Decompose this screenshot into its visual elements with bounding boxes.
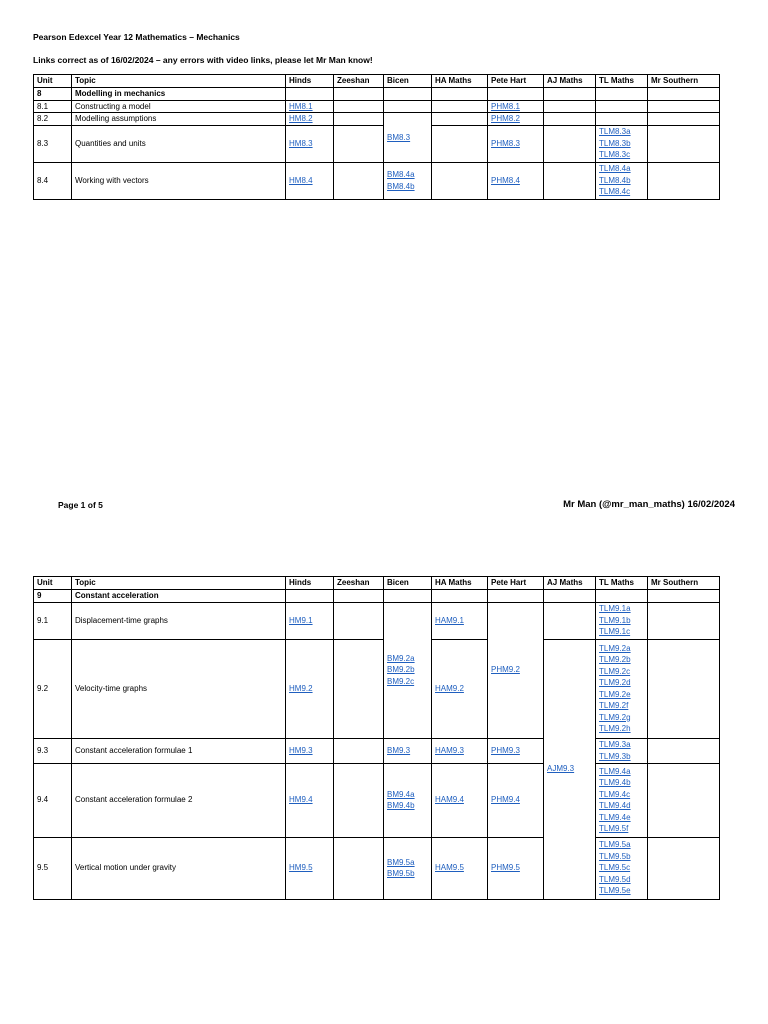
- video-link[interactable]: PHM9.2: [491, 665, 520, 675]
- row-topic: Displacement-time graphs: [72, 602, 286, 639]
- table-row: [34, 639, 720, 738]
- header-hinds: Hinds: [286, 75, 334, 88]
- header-ha-maths: HA Maths: [432, 75, 488, 88]
- header-unit: Unit: [34, 75, 72, 88]
- row-topic: Constant acceleration formulae 1: [72, 738, 286, 763]
- row-unit: 8.3: [34, 125, 72, 162]
- unit-9-table: [33, 576, 720, 900]
- document-title: Pearson Edexcel Year 12 Mathematics – Mechanics: [33, 32, 240, 42]
- video-link[interactable]: TLM9.1a: [599, 604, 631, 614]
- section-unit: 9: [34, 590, 72, 603]
- video-link[interactable]: BM8.4a: [387, 170, 415, 179]
- video-link[interactable]: PHM8.3: [491, 138, 520, 148]
- video-link[interactable]: TLM9.2a: [599, 643, 631, 653]
- video-link[interactable]: BM9.2c: [387, 676, 415, 686]
- table-row: [34, 602, 720, 639]
- aj-merged-cell: [544, 639, 596, 899]
- header-aj-maths: AJ Maths: [544, 577, 596, 590]
- video-link[interactable]: TLM9.2b: [599, 655, 631, 664]
- video-link[interactable]: TLM9.3b: [599, 751, 631, 761]
- video-link[interactable]: BM9.2b: [387, 665, 415, 675]
- video-link[interactable]: TLM9.2f: [599, 701, 629, 710]
- video-link[interactable]: BM9.2a: [387, 653, 415, 663]
- section-unit: 8: [34, 88, 72, 101]
- table-row: [34, 837, 720, 899]
- row-unit: 9.2: [34, 639, 72, 738]
- header-aj-maths: AJ Maths: [544, 75, 596, 88]
- page-number: Page 1 of 5: [58, 500, 103, 510]
- row-unit: 8.1: [34, 100, 72, 113]
- pete-merged-cell: [488, 602, 544, 738]
- video-link[interactable]: TLM9.2g: [599, 712, 631, 722]
- video-link[interactable]: TLM9.2h: [599, 724, 631, 733]
- table-row: [34, 763, 720, 837]
- header-tl-maths: TL Maths: [596, 577, 648, 590]
- row-topic: Quantities and units: [72, 125, 286, 162]
- video-link[interactable]: HAM9.4: [435, 795, 464, 805]
- video-link[interactable]: BM9.4a: [387, 789, 415, 799]
- row-topic: Constructing a model: [72, 100, 286, 113]
- video-link[interactable]: TLM9.5e: [599, 886, 631, 896]
- video-link[interactable]: HM9.4: [289, 795, 313, 805]
- row-unit: 9.3: [34, 738, 72, 763]
- header-bicen: Bicen: [384, 75, 432, 88]
- video-link[interactable]: PHM9.3: [491, 745, 520, 755]
- video-link[interactable]: HAM9.2: [435, 683, 464, 693]
- video-link[interactable]: TLM8.4c: [599, 187, 631, 197]
- video-link[interactable]: BM9.5a: [387, 857, 415, 867]
- header-row: [34, 75, 720, 88]
- video-link[interactable]: TLM9.4d: [599, 801, 631, 810]
- video-link[interactable]: PHM8.1: [491, 101, 520, 111]
- video-link[interactable]: TLM9.4a: [599, 766, 631, 776]
- video-link[interactable]: TLM9.4e: [599, 812, 631, 822]
- video-link[interactable]: TLM9.4b: [599, 778, 631, 787]
- video-link[interactable]: HAM9.3: [435, 745, 464, 755]
- header-topic: Topic: [72, 75, 286, 88]
- video-link[interactable]: PHM9.5: [491, 863, 520, 873]
- header-unit: Unit: [34, 577, 72, 590]
- section-topic: Constant acceleration: [72, 590, 286, 603]
- unit-8-table: [33, 74, 720, 200]
- row-unit: 8.2: [34, 113, 72, 126]
- table-row: [34, 113, 720, 126]
- row-unit: 9.1: [34, 602, 72, 639]
- video-link[interactable]: TLM8.3c: [599, 150, 631, 160]
- video-link[interactable]: TLM9.2d: [599, 678, 631, 687]
- video-link[interactable]: HAM9.1: [435, 615, 464, 625]
- video-link[interactable]: TLM9.2e: [599, 689, 631, 699]
- video-link[interactable]: HM9.1: [289, 615, 313, 625]
- header-pete-hart: Pete Hart: [488, 75, 544, 88]
- section-row: [34, 590, 720, 603]
- video-link[interactable]: BM9.4b: [387, 801, 415, 810]
- video-link[interactable]: AJM9.3: [547, 764, 575, 774]
- video-link[interactable]: TLM8.3a: [599, 127, 631, 137]
- row-unit: 8.4: [34, 162, 72, 199]
- row-topic: Velocity-time graphs: [72, 639, 286, 738]
- video-link[interactable]: HM8.3: [289, 138, 313, 148]
- table-row: [34, 125, 720, 162]
- row-topic: Constant acceleration formulae 2: [72, 763, 286, 837]
- header-row: [34, 577, 720, 590]
- video-link[interactable]: TLM9.5b: [599, 851, 631, 861]
- video-link[interactable]: TLM9.4c: [599, 789, 631, 799]
- video-link[interactable]: TLM9.2c: [599, 666, 631, 676]
- video-link[interactable]: TLM9.5f: [599, 824, 629, 833]
- header-topic: Topic: [72, 577, 286, 590]
- header-zeeshan: Zeeshan: [334, 75, 384, 88]
- video-link[interactable]: HM8.2: [289, 114, 313, 123]
- video-link[interactable]: HAM9.5: [435, 863, 464, 873]
- video-link[interactable]: PHM8.2: [491, 114, 520, 123]
- video-link[interactable]: TLM8.4b: [599, 175, 631, 185]
- bicen-merged-cell: [384, 602, 432, 738]
- header-zeeshan: Zeeshan: [334, 577, 384, 590]
- video-link[interactable]: TLM8.4a: [599, 164, 631, 174]
- header-mr-southern: Mr Southern: [648, 75, 720, 88]
- header-ha-maths: HA Maths: [432, 577, 488, 590]
- video-link[interactable]: TLM9.5c: [599, 863, 631, 873]
- row-unit: 9.5: [34, 837, 72, 899]
- table-row: [34, 738, 720, 763]
- video-link[interactable]: BM9.3: [387, 745, 411, 755]
- video-link[interactable]: TLM9.1c: [599, 627, 631, 637]
- section-row: [34, 88, 720, 101]
- section-topic: Modelling in mechanics: [72, 88, 286, 101]
- header-pete-hart: Pete Hart: [488, 577, 544, 590]
- video-link[interactable]: PHM9.4: [491, 795, 520, 805]
- video-link[interactable]: BM8.3: [387, 132, 411, 142]
- video-link[interactable]: BM8.4b: [387, 181, 415, 191]
- video-link[interactable]: TLM9.3a: [599, 740, 631, 749]
- video-link[interactable]: HM9.2: [289, 683, 313, 693]
- video-link[interactable]: PHM8.4: [491, 175, 520, 185]
- links-note: Links correct as of 16/02/2024 – any errors with video links, please let Mr Man know!: [33, 55, 373, 65]
- header-bicen: Bicen: [384, 577, 432, 590]
- video-link[interactable]: BM9.5b: [387, 869, 415, 878]
- video-link[interactable]: TLM9.1b: [599, 615, 631, 625]
- video-link[interactable]: TLM9.5a: [599, 840, 631, 850]
- video-link[interactable]: HM9.5: [289, 863, 313, 873]
- table-row: [34, 162, 720, 199]
- header-tl-maths: TL Maths: [596, 75, 648, 88]
- row-topic: Working with vectors: [72, 162, 286, 199]
- header-hinds: Hinds: [286, 577, 334, 590]
- header-mr-southern: Mr Southern: [648, 577, 720, 590]
- video-link[interactable]: HM9.3: [289, 745, 313, 755]
- video-link[interactable]: HM8.4: [289, 175, 313, 185]
- row-topic: Modelling assumptions: [72, 113, 286, 126]
- row-topic: Vertical motion under gravity: [72, 837, 286, 899]
- video-link[interactable]: TLM8.3b: [599, 138, 631, 148]
- row-unit: 9.4: [34, 763, 72, 837]
- video-link[interactable]: HM8.1: [289, 101, 313, 111]
- author-credit: Mr Man (@mr_man_maths) 16/02/2024: [563, 499, 735, 510]
- table-row: [34, 100, 720, 113]
- video-link[interactable]: TLM9.5d: [599, 874, 631, 884]
- bicen-merged-cell: [384, 113, 432, 163]
